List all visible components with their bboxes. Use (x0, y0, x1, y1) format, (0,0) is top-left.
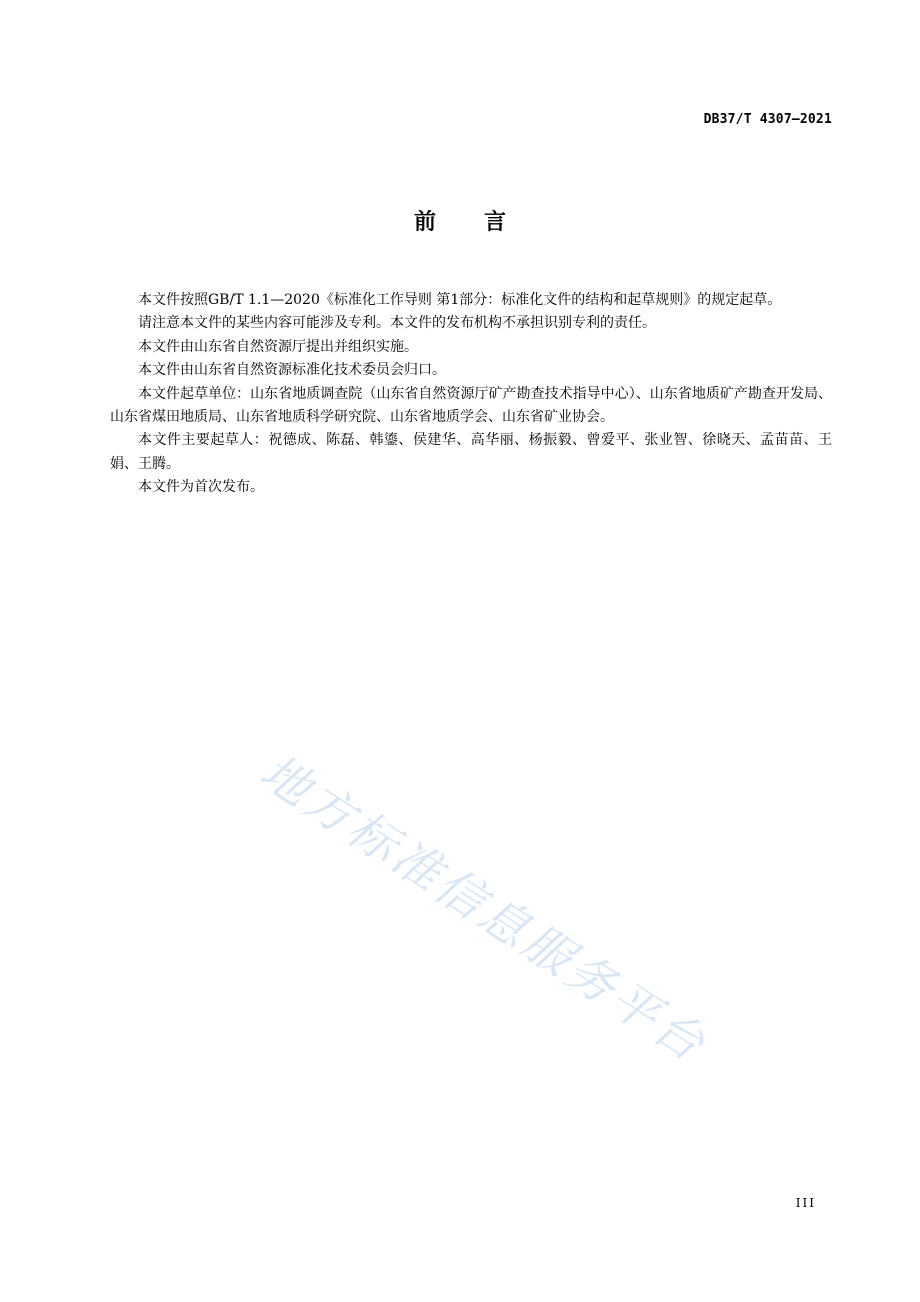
paragraph-proposer: 本文件由山东省自然资源厅提出并组织实施。 (138, 338, 418, 355)
paragraph-drafters: 本文件主要起草人：祝德成、陈磊、韩鎏、侯建华、高华丽、杨振毅、曾爱平、张业智、徐晓天、孟苗苗、王娟、王腾。 (110, 432, 832, 472)
document-code: DB37/T 4307—2021 (703, 112, 832, 127)
page-number: III (795, 1196, 816, 1210)
page-title: 前言 (413, 210, 554, 235)
paragraph-drafting-rules: 本文件按照GB/T 1.1—2020《标准化工作导则 第1部分：标准化文件的结构和起草规则》的规定起草。 (138, 292, 782, 308)
paragraph-first-release: 本文件为首次发布。 (138, 479, 264, 496)
watermark: 地方标准信息服务平台 (250, 743, 717, 1074)
paragraph-patent-notice: 请注意本文件的某些内容可能涉及专利。本文件的发布机构不承担识别专利的责任。 (138, 315, 656, 332)
paragraph-drafting-units: 本文件起草单位：山东省地质调查院（山东省自然资源厅矿产勘查技术指导中心）、山东省地质矿产勘查开发局、山东省煤田地质局、山东省地质科学研究院、山东省地质学会、山东省矿业协会。 (110, 385, 832, 426)
paragraph-committee: 本文件由山东省自然资源标准化技术委员会归口。 (138, 362, 446, 379)
foreword-body (110, 289, 832, 500)
